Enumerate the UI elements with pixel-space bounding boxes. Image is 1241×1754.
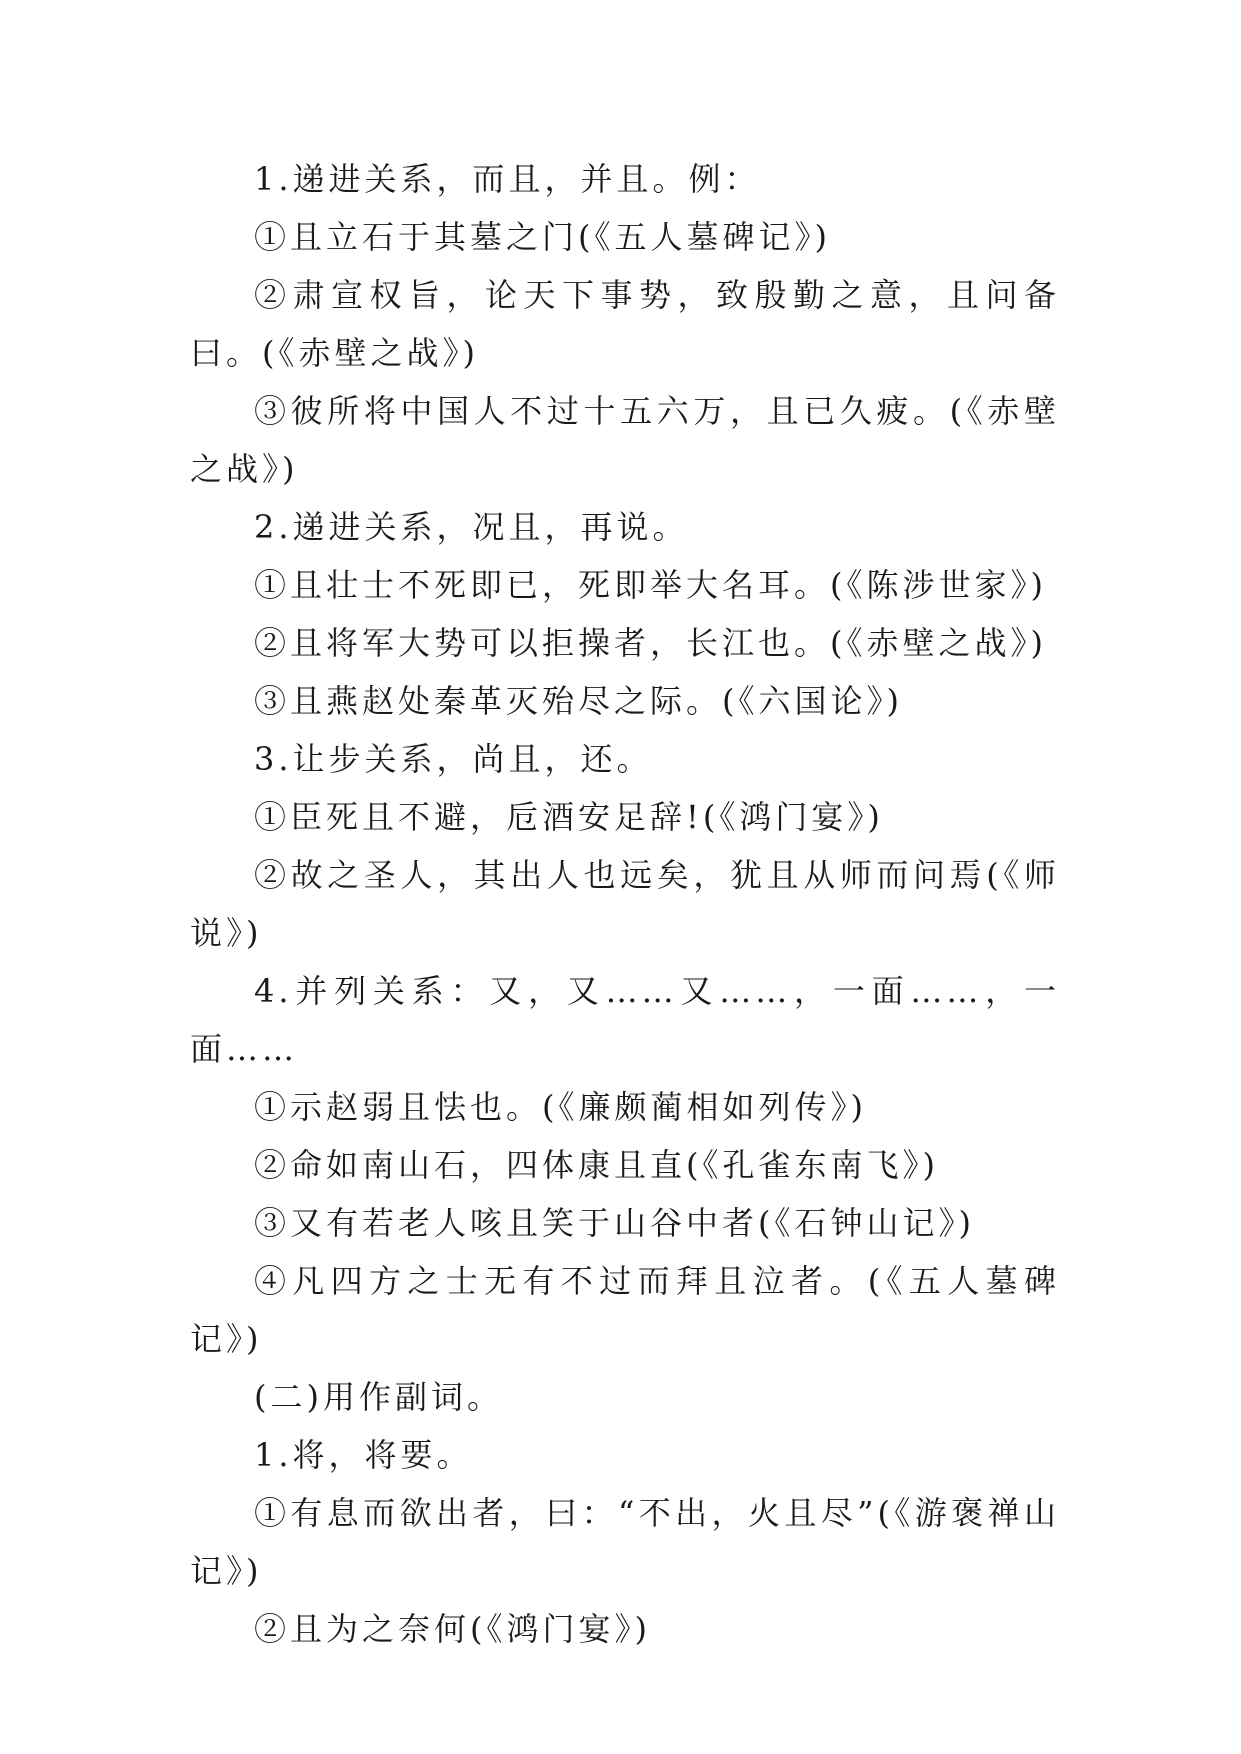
paragraph-8: ③且燕赵处秦革灭殆尽之际。(《六国论》) — [254, 682, 903, 720]
paragraph-7: ②且将军大势可以拒操者，长江也。(《赤壁之战》) — [254, 624, 1047, 662]
paragraph-16: ④凡四方之士无有不过而拜且泣者。(《五人墓碑记》) — [190, 1262, 1060, 1358]
paragraph-13: ①示赵弱且怯也。(《廉颇蔺相如列传》) — [254, 1088, 867, 1126]
document-body — [190, 150, 1060, 1658]
paragraph-6: ①且壮士不死即已，死即举大名耳。(《陈涉世家》) — [254, 566, 1047, 604]
paragraph-17: (二)用作副词。 — [254, 1378, 503, 1416]
paragraph-5: 2.递进关系，况且，再说。 — [254, 508, 689, 546]
paragraph-1: 1.递进关系，而且，并且。例： — [254, 160, 761, 198]
paragraph-12: 4.并列关系：又，又……又……，一面……，一面…… — [190, 972, 1060, 1068]
paragraph-14: ②命如南山石，四体康且直(《孔雀东南飞》) — [254, 1146, 939, 1184]
paragraph-2: ①且立石于其墓之门(《五人墓碑记》) — [254, 218, 831, 256]
paragraph-9: 3.让步关系，尚且，还。 — [254, 740, 653, 778]
paragraph-20: ②且为之奈何(《鸿门宴》) — [254, 1610, 651, 1648]
paragraph-11: ②故之圣人，其出人也远矣，犹且从师而问焉(《师说》) — [190, 856, 1060, 952]
paragraph-3: ②肃宣权旨，论天下事势，致殷勤之意，且问备曰。(《赤壁之战》) — [190, 276, 1060, 372]
paragraph-15: ③又有若老人咳且笑于山谷中者(《石钟山记》) — [254, 1204, 975, 1242]
paragraph-19: ①有息而欲出者，曰：“不出，火且尽”(《游褒禅山记》) — [190, 1494, 1060, 1590]
paragraph-18: 1.将，将要。 — [254, 1436, 473, 1474]
paragraph-4: ③彼所将中国人不过十五六万，且已久疲。(《赤壁之战》) — [190, 392, 1060, 488]
paragraph-10: ①臣死且不避，卮酒安足辞!(《鸿门宴》) — [254, 798, 884, 836]
